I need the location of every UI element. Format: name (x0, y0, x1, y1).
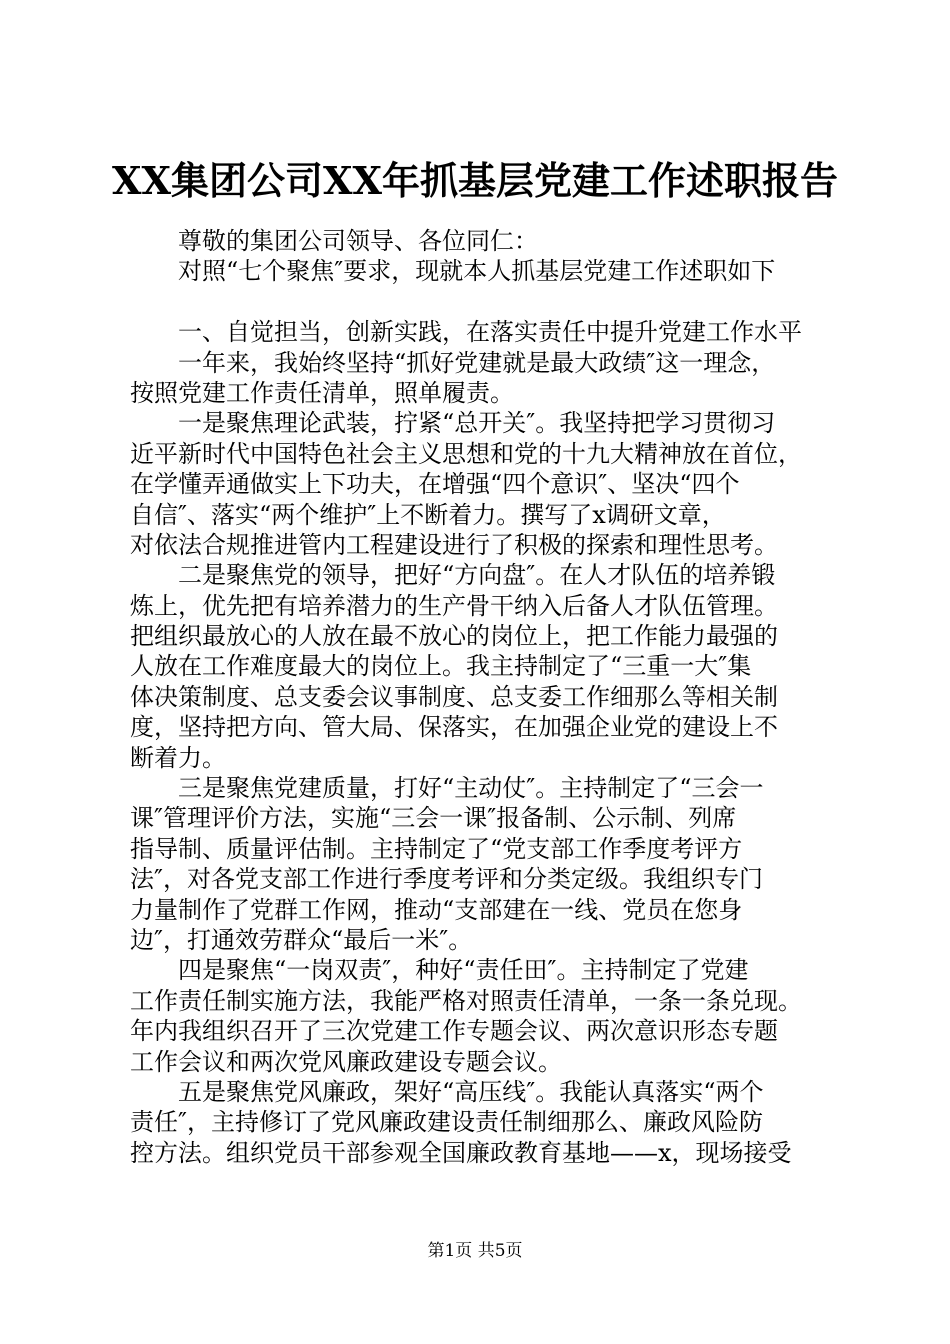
body-line: 控方法。组织党员干部参观全国廉政教育基地——x，现场接受 (130, 1138, 792, 1167)
body-line: 三是聚焦党建质量，打好“主动仗″。主持制定了“三会一 (178, 774, 764, 803)
document-title: XX集团公司XX年抓基层党建工作述职报告 (112, 158, 838, 203)
body-line: 责任″，主持修订了党风廉政建设责任制细那么、廉政风险防 (130, 1108, 763, 1137)
body-line: 年内我组织召开了三次党建工作专题会议、两次意识形态专题 (130, 1017, 778, 1046)
document-body (130, 226, 840, 1168)
body-line: 一是聚焦理论武装，拧紧“总开关″。我坚持把学习贯彻习 (178, 409, 776, 438)
body-line: 按照党建工作责任清单，照单履责。 (130, 378, 514, 407)
body-line: 自信″、落实“两个维护″上不断着力。撰写了x调研文章， (130, 500, 726, 529)
body-line: 人放在工作难度最大的岗位上。我主持制定了“三重一大″集 (130, 652, 752, 681)
body-line: 对照“七个聚焦″要求，现就本人抓基层党建工作述职如下 (178, 257, 776, 286)
salutation: 尊敬的集团公司领导、各位同仁： (178, 227, 538, 255)
body-line: 力量制作了党群工作网，推动“支部建在一线、党员在您身 (130, 895, 743, 924)
body-line: 度，坚持把方向、管大局、保落实，在加强企业党的建设上不 (130, 713, 778, 742)
page-footer: 第1页 共5页 (427, 1241, 523, 1261)
body-line: 炼上，优先把有培养潜力的生产骨干纳入后备人才队伍管理。 (130, 591, 778, 620)
section-heading: 一、自觉担当，创新实践，在落实责任中提升党建工作水平 (178, 318, 802, 347)
body-line: 五是聚焦党风廉政，架好“高压线″。我能认真落实“两个 (178, 1077, 764, 1106)
body-line: 体决策制度、总支委会议事制度、总支委工作细那么等相关制 (130, 682, 778, 711)
body-line: 近平新时代中国特色社会主义思想和党的十九大精神放在首位， (130, 439, 802, 468)
body-line: 工作会议和两次党风廉政建设专题会议。 (130, 1047, 562, 1076)
body-line: 断着力。 (130, 743, 226, 772)
blank-line (130, 287, 840, 317)
body-line: 把组织最放心的人放在最不放心的岗位上，把工作能力最强的 (130, 622, 778, 651)
body-line: 二是聚焦党的领导，把好“方向盘″。在人才队伍的培养锻 (178, 561, 776, 590)
body-line: 法″，对各党支部工作进行季度考评和分类定级。我组织专门 (130, 865, 763, 894)
body-line: 课″管理评价方法，实施“三会一课″报备制、公示制、列席 (130, 804, 737, 833)
body-line: 指导制、质量评估制。主持制定了“党支部工作季度考评方 (130, 834, 743, 863)
body-line: 工作责任制实施方法，我能严格对照责任清单，一条一条兑现。 (130, 986, 802, 1015)
body-line: 四是聚焦“一岗双责″，种好“责任田″。主持制定了党建 (178, 956, 749, 985)
body-line: 在学懂弄通做实上下功夫，在增强“四个意识″、坚决“四个 (130, 470, 740, 499)
body-line: 对依法合规推进管内工程建设进行了积极的探索和理性思考。 (130, 530, 778, 559)
body-line: 一年来，我始终坚持“抓好党建就是最大政绩″这一理念， (178, 348, 776, 377)
body-line: 边″，打通效劳群众“最后一米″。 (130, 925, 473, 954)
